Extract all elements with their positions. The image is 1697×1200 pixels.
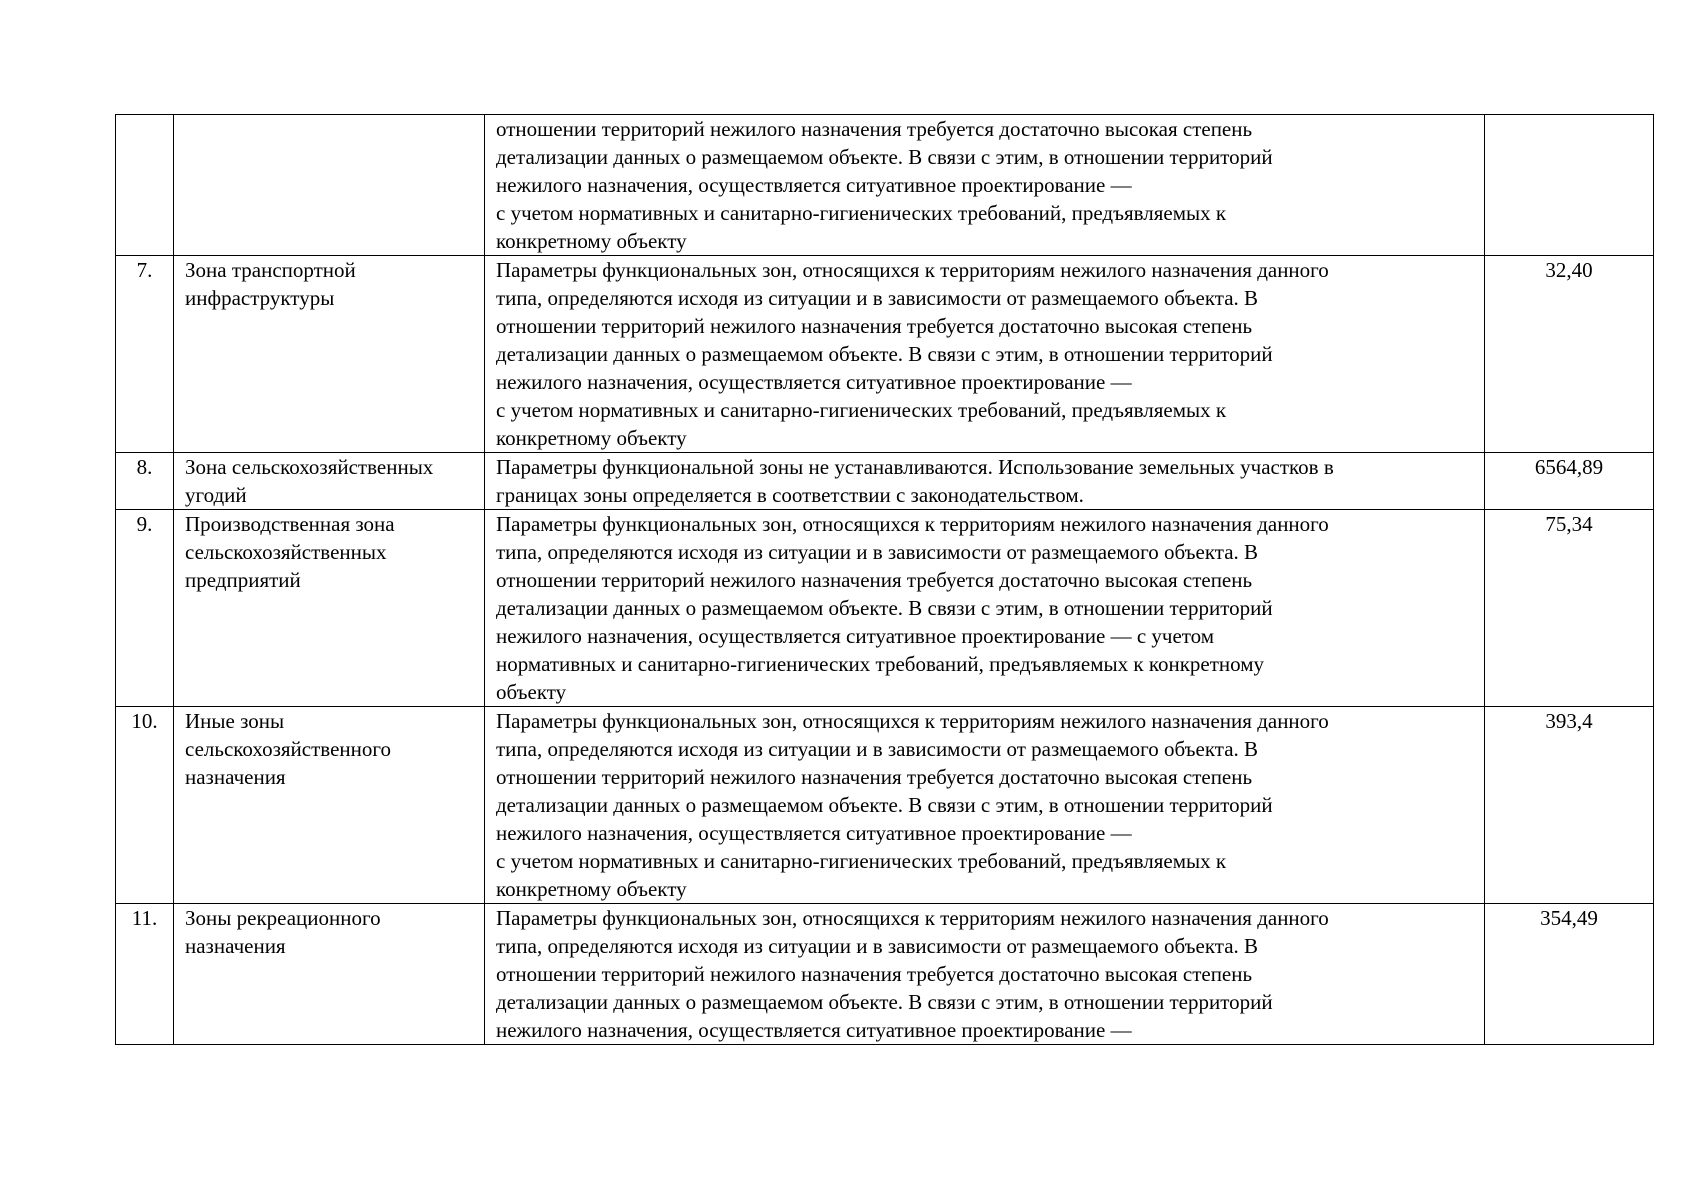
zone-parameters-text [485,115,1484,255]
zone-name-cell [174,453,485,510]
zone-name-cell [174,707,485,904]
zone-name: Иные зоны сельскохозяйственного назначения [185,709,391,789]
row-number: 7. [136,258,153,282]
zone-name: Зоны рекреационного назначения [185,906,381,958]
row-number-cell [116,115,174,256]
zone-parameters-text [485,453,1484,509]
zone-parameters-cell [485,256,1485,453]
zone-area: 393,4 [1545,709,1593,733]
row-number: 11. [131,906,158,930]
zone-name-cell [174,256,485,453]
zone-area: 32,40 [1545,258,1593,282]
zone-parameters-line: объекту [496,680,567,704]
zone-area: 75,34 [1545,512,1593,536]
zone-name: Производственная зона сельскохозяйственных предприятий [185,512,395,592]
table-row [116,256,1654,453]
zone-name-cell [174,510,485,707]
zone-area: 6564,89 [1534,455,1604,479]
zone-parameters-cell [485,904,1485,1045]
zone-parameters-line: детализации данных о размещаемом объекте. В связи с этим, в отношении территорий [496,342,1273,366]
table-row [116,707,1654,904]
zone-name: Зона сельскохозяйственных угодий [185,455,434,507]
zone-parameters-line: с учетом нормативных и санитарно-гигиенических требований, предъявляемых к [496,849,1227,873]
row-number-cell [116,904,174,1045]
zone-area-cell [1485,707,1654,904]
zone-parameters-line: отношении территорий нежилого назначения требуется достаточно высокая степень [496,962,1253,986]
zone-parameters-line: нежилого назначения, осуществляется ситуативное проектирование — [496,1018,1132,1042]
zone-parameters-line: типа, определяются исходя из ситуации и в зависимости от размещаемого объекта. В [496,286,1259,310]
zone-area-cell [1485,510,1654,707]
row-number: 9. [136,512,153,536]
zone-parameters-line: Параметры функциональных зон, относящихся к территориям нежилого назначения данного [496,512,1329,536]
zone-parameters-line: типа, определяются исходя из ситуации и в зависимости от размещаемого объекта. В [496,934,1259,958]
zone-parameters-line: конкретному объекту [496,229,687,253]
zone-parameters-cell [485,453,1485,510]
zone-parameters-cell [485,707,1485,904]
zone-parameters-line: нежилого назначения, осуществляется ситуативное проектирование — [496,821,1132,845]
zone-area-cell [1485,256,1654,453]
row-number: 10. [131,709,158,733]
zone-parameters-line: с учетом нормативных и санитарно-гигиенических требований, предъявляемых к [496,398,1227,422]
zone-parameters-line: Параметры функциональных зон, относящихся к территориям нежилого назначения данного [496,258,1329,282]
zone-parameters-text [485,904,1484,1044]
zone-parameters-line: нежилого назначения, осуществляется ситуативное проектирование — с учетом [496,624,1215,648]
functional-zones-table [115,114,1654,1045]
zone-parameters-line: отношении территорий нежилого назначения требуется достаточно высокая степень [496,568,1253,592]
zone-parameters-text [485,707,1484,903]
zone-parameters-line: нежилого назначения, осуществляется ситуативное проектирование — [496,370,1132,394]
zone-name: Зона транспортной инфраструктуры [185,258,356,310]
zone-parameters-line: детализации данных о размещаемом объекте. В связи с этим, в отношении территорий [496,990,1273,1014]
zone-parameters-line: нежилого назначения, осуществляется ситуативное проектирование — [496,173,1132,197]
table-row [116,510,1654,707]
zone-parameters-line: конкретному объекту [496,877,687,901]
table-row [116,904,1654,1045]
zone-parameters-text [485,256,1484,452]
zone-parameters-line: отношении территорий нежилого назначения требуется достаточно высокая степень [496,117,1253,141]
zone-parameters-line: отношении территорий нежилого назначения требуется достаточно высокая степень [496,765,1253,789]
zone-parameters-line: типа, определяются исходя из ситуации и в зависимости от размещаемого объекта. В [496,737,1259,761]
zone-parameters-line: Параметры функциональной зоны не устанавливаются. Использование земельных участков в [496,455,1334,479]
zone-parameters-cell [485,115,1485,256]
zone-parameters-line: конкретному объекту [496,426,687,450]
zone-name-cell [174,115,485,256]
zone-parameters-line: детализации данных о размещаемом объекте. В связи с этим, в отношении территорий [496,793,1273,817]
zone-area-cell [1485,453,1654,510]
zone-parameters-line: Параметры функциональных зон, относящихся к территориям нежилого назначения данного [496,709,1329,733]
zone-parameters-line: нормативных и санитарно-гигиенических требований, предъявляемых к конкретному [496,652,1265,676]
table-row [116,115,1654,256]
zone-parameters-line: детализации данных о размещаемом объекте. В связи с этим, в отношении территорий [496,596,1273,620]
zone-area-cell [1485,904,1654,1045]
zone-parameters-line: границах зоны определяется в соответствии с законодательством. [496,483,1084,507]
zone-parameters-line: детализации данных о размещаемом объекте. В связи с этим, в отношении территорий [496,145,1273,169]
row-number-cell [116,256,174,453]
zone-name-cell [174,904,485,1045]
zone-parameters-line: с учетом нормативных и санитарно-гигиенических требований, предъявляемых к [496,201,1227,225]
zone-parameters-line: отношении территорий нежилого назначения требуется достаточно высокая степень [496,314,1253,338]
zone-area-cell [1485,115,1654,256]
row-number: 8. [136,455,153,479]
zone-parameters-cell [485,510,1485,707]
zone-parameters-line: Параметры функциональных зон, относящихся к территориям нежилого назначения данного [496,906,1329,930]
zone-parameters-line: типа, определяются исходя из ситуации и в зависимости от размещаемого объекта. В [496,540,1259,564]
row-number-cell [116,707,174,904]
table-body [116,115,1654,1045]
zone-area: 354,49 [1540,906,1598,930]
zone-parameters-text [485,510,1484,706]
row-number-cell [116,510,174,707]
table-row [116,453,1654,510]
row-number-cell [116,453,174,510]
